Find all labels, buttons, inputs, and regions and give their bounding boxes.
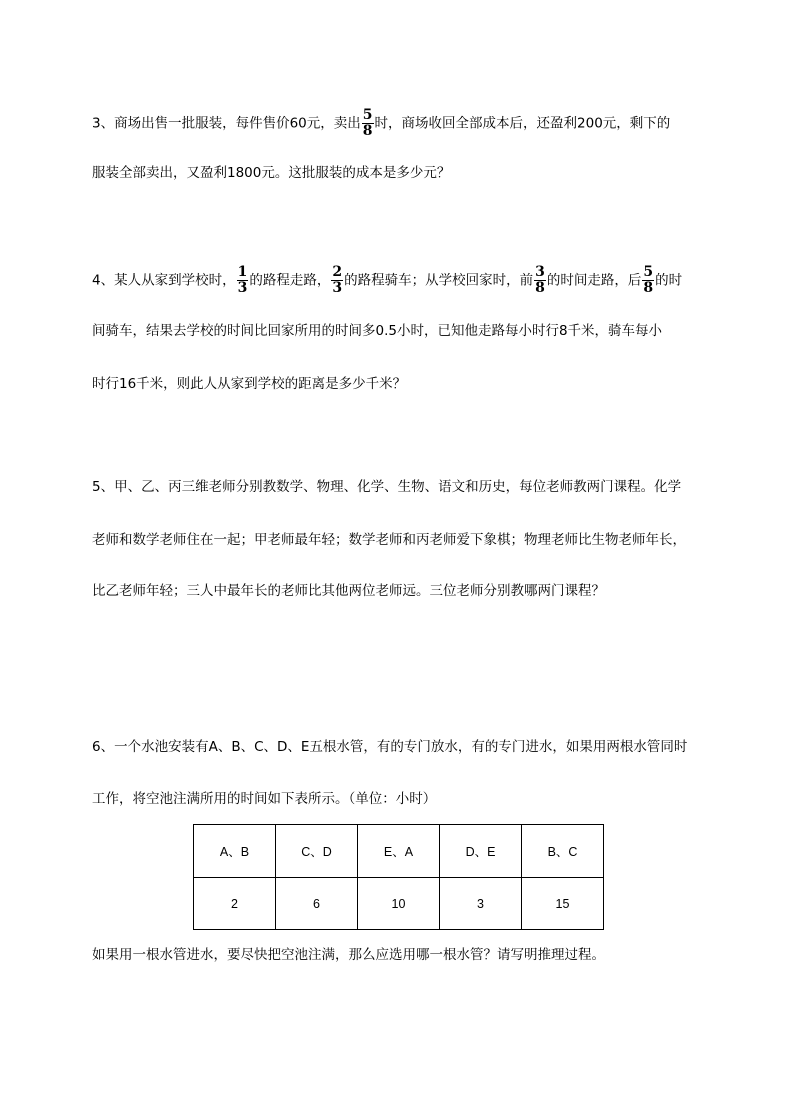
q4-fraction-4: $\frac{5}{8}$ [643,264,654,296]
pipe-time-table [193,824,604,930]
q4-line-1 [92,265,682,296]
table-header-cell: A、B [194,825,276,878]
q6-line-1: 6、一个水池安装有A、B、C、D、E五根水管，有的专门放水，有的专门进水，如果用两根水管同时 [92,739,688,755]
table-value-cell: 15 [522,878,604,930]
q4-fraction-1: $\frac{1}{3}$ [237,264,248,296]
q4-line-3: 时行16千米，则此人从家到学校的距离是多少千米？ [92,376,407,392]
table-value-cell: 3 [440,878,522,930]
q4-text-d: 的时间走路，后 [546,272,642,289]
table-header-cell: D、E [440,825,522,878]
q5-line-2: 老师和数学老师住在一起；甲老师最年轻；数学老师和丙老师爱下象棋；物理老师比生物老师年长， [92,532,686,548]
q4-text-a: 4、某人从家到学校时， [92,272,236,289]
q3-text-a: 3、商场出售一批服装，每件售价60元，卖出 [92,115,361,132]
table-value-cell: 6 [276,878,358,930]
table-header-cell: E、A [358,825,440,878]
table-value-row [194,878,604,930]
q4-text-e: 的时 [655,272,683,289]
table-value-cell: 10 [358,878,440,930]
table-header-cell: C、D [276,825,358,878]
q3-text-b: 时，商场收回全部成本后，还盈利200元，剩下的 [374,115,671,132]
q4-text-c: 的路程骑车；从学校回家时，前 [344,272,534,289]
q4-text-b: 的路程走路， [249,272,331,289]
table-header-row [194,825,604,878]
q6-line-3: 如果用一根水管进水，要尽快把空池注满，那么应选用哪一根水管？请写明推理过程。 [92,947,605,963]
q4-fraction-2: $\frac{2}{3}$ [332,264,343,296]
q6-line-2: 工作，将空池注满所用的时间如下表所示。（单位：小时） [92,791,437,807]
q3-line-1 [92,108,670,139]
table-value-cell: 2 [194,878,276,930]
q4-line-2: 间骑车，结果去学校的时间比回家所用的时间多0.5小时，已知他走路每小时行8千米，骑车每小 [92,323,663,339]
q3-line-2: 服装全部卖出，又盈利1800元。这批服装的成本是多少元？ [92,165,451,181]
table-header-cell: B、C [522,825,604,878]
q5-line-1: 5、甲、乙、丙三维老师分别教数学、物理、化学、生物、语文和历史，每位老师教两门课程。化学 [92,479,682,495]
q4-fraction-3: $\frac{3}{8}$ [535,264,545,296]
q3-fraction: $\frac{5}{8}$ [362,107,373,139]
q5-line-3: 比乙老师年轻；三人中最年长的老师比其他两位老师远。三位老师分别教哪两门课程？ [92,583,605,599]
